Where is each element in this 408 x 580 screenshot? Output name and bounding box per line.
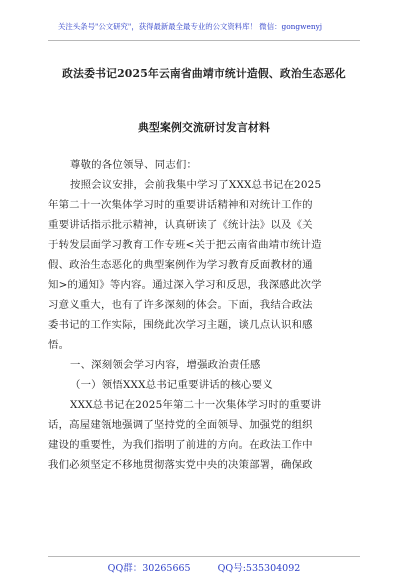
footer-divider (48, 556, 360, 557)
promo-banner: 关注头条号"公文研究"，获得最新最全最专业的公文资料库！ 微信：gongwenyj (58, 22, 323, 31)
body-line: 假、政治生态恶化的典型案例作为学习教育反面教材的通 (48, 259, 313, 271)
document-title-line-1: 政法委书记2025年云南省曲靖市统计造假、政治生态恶化 (62, 67, 346, 80)
salutation: 尊敬的各位领导、同志们： (70, 159, 198, 171)
subsection-heading: （一）领悟XXX总书记重要讲话的核心要义 (70, 379, 273, 391)
footer-qq-group: QQ群：30265665 (107, 563, 191, 574)
body-line: 话，高屋建瓴地强调了坚持党的全面领导、加强党的组织 (48, 419, 313, 431)
body-line: 我们必须坚定不移地贯彻落实党中央的决策部署，确保政 (48, 459, 313, 471)
body-line: 委书记的工作实际，围绕此次学习主题，谈几点认识和感 (48, 319, 313, 331)
body-line: 重要讲话指示批示精神，认真研读了《统计法》以及《关 (48, 219, 313, 231)
body-line: 年第二十一次集体学习时的重要讲话精神和对统计工作的 (48, 199, 313, 211)
footer-qq-number: QQ号:535304092 (217, 563, 301, 574)
body-line: 按照会议安排，会前我集中学习了XXX总书记在2025 (70, 179, 322, 191)
section-heading: 一、深刻领会学习内容，增强政治责任感 (70, 359, 261, 371)
body-line: 知>的通知》等内容。通过深入学习和反思，我深感此次学 (48, 279, 322, 291)
document-body (48, 155, 362, 475)
body-line: 习意义重大，也有了许多深刻的体会。下面，我结合政法 (48, 299, 313, 311)
header-divider (48, 40, 360, 41)
body-line: XXX总书记在2025年第二十一次集体学习时的重要讲 (70, 399, 322, 411)
body-line: 于转发层面学习教育工作专班<关于把云南省曲靖市统计造 (48, 239, 322, 251)
body-line: 建设的重要性，为我们指明了前进的方向。在政法工作中 (48, 439, 313, 451)
footer (40, 560, 368, 574)
body-line: 悟。 (48, 339, 70, 351)
document-title-line-2: 典型案例交流研讨发言材料 (138, 121, 270, 134)
